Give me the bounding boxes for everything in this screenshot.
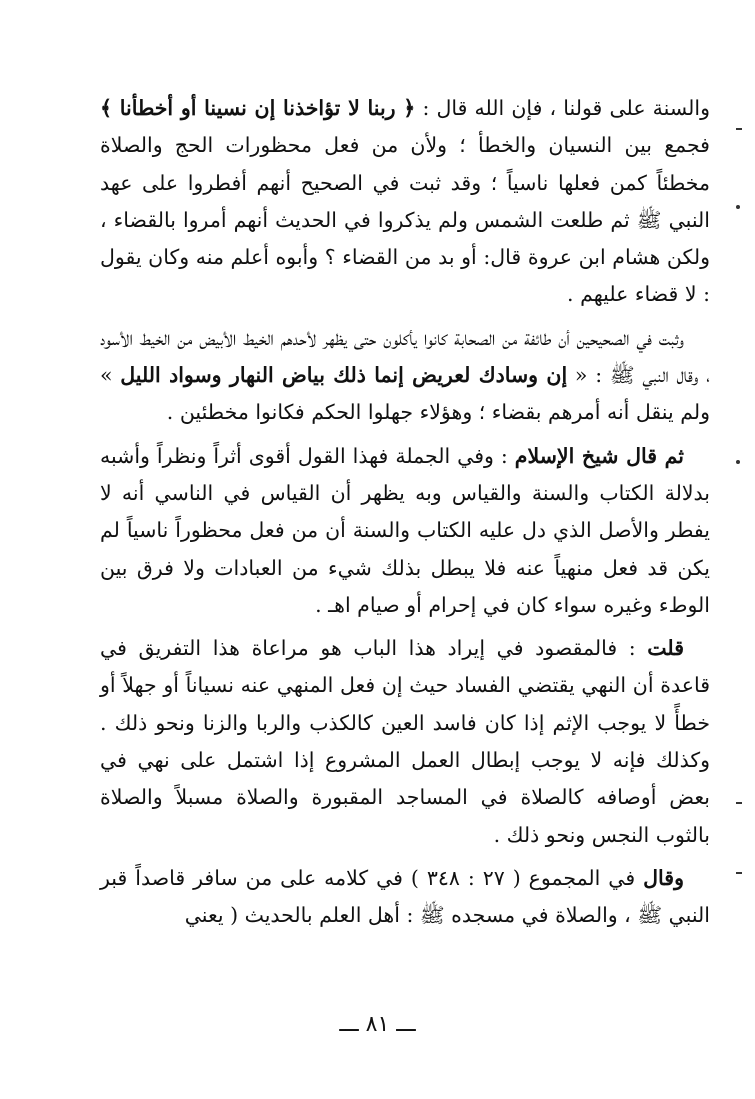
margin-mark bbox=[736, 205, 740, 209]
hadith-quote: إن وسادك لعريض إنما ذلك بياض النهار وسواد الليل bbox=[120, 363, 568, 388]
margin-mark bbox=[736, 128, 742, 130]
paragraph bbox=[100, 90, 710, 314]
paragraph-text: : وفي الجملة فهذا القول أقوى أثراً ونظراً وأشبه بدلالة الكتاب والسنة والقياس وبه يظهر أن القياس في الناسي أنه لا يفطر والأصل الذي دل عليه الكتاب والسنة أن من فعل محظوراً ناسياً لم يكن قد فعل منهياً عنه فلا يبطل بذلك شيء من العبادات ولا فرق بين الوطء وغيره سواء كان في إحرام أو صيام اهـ . bbox=[100, 443, 710, 617]
paragraph-text: والسنة على قولنا ، فإن الله قال : bbox=[415, 96, 710, 120]
margin-mark bbox=[736, 460, 740, 464]
paragraph-text: » ولم ينقل أنه أمرهم بقضاء ؛ وهؤلاء جهلوا الحكم فكانوا مخطئين . bbox=[100, 363, 710, 425]
section-lead: وقال bbox=[643, 865, 684, 890]
paragraph bbox=[100, 630, 710, 854]
section-lead: قلت bbox=[647, 636, 684, 661]
margin-mark bbox=[736, 872, 742, 874]
page-number: ـــ ٨١ ـــ bbox=[339, 1012, 416, 1037]
paragraph-text: : فالمقصود في إيراد هذا الباب هو مراعاة هذا التفريق في قاعدة أن النهي يقتضي الفساد حيث إن فعل المنهي عنه نسياناً أو جهلاً أو خطأً لا يوجب الإثم إذا كان فاسد العين كالكذب والربا والزنا ونحو ذلك . وكذلك فإنه لا يوجب إبطال العمل المشروع إذا اشتمل على نهي في بعض أوصافه كالصلاة في المساجد المقبورة والصلاة مسبلاً والصلاة بالثوب النجس ونحو ذلك . bbox=[100, 636, 710, 847]
paragraph bbox=[100, 860, 710, 935]
quran-verse: ﴿ ربنا لا تؤاخذنا إن نسينا أو أخطأنا ﴾ bbox=[100, 96, 416, 120]
paragraph-text: وثبت في الصحيحين أن طائفة من الصحابة كانوا يأكلون حتى يظهر لأحدهم الخيط الأبيض من الخيط الأسود ، وقال النبي ﷺ : « bbox=[100, 325, 711, 388]
paragraph bbox=[100, 320, 710, 432]
body-text bbox=[100, 90, 710, 941]
margin-mark bbox=[736, 802, 742, 804]
paragraph bbox=[100, 438, 710, 624]
paragraph-text: في المجموع ( ٢٧ : ٣٤٨ ) في كلامه على من سافر قاصداً قبر النبي ﷺ ، والصلاة في مسجده ﷺ : أهل العلم بالحديث ( يعني bbox=[100, 865, 710, 928]
section-lead: ثم قال شيخ الإسلام bbox=[514, 443, 684, 468]
paragraph-text: فجمع بين النسيان والخطأ ؛ ولأن من فعل محظورات الحج والصلاة مخطئاً كمن فعلها ناسياً ؛ وقد ثبت في الصحيح أنهم أفطروا على عهد النبي ﷺ ثم طلعت الشمس ولم يذكروا في الحديث أنهم أمروا بالقضاء ، ولكن هشام ابن عروة قال: أو بد من القضاء ؟ وأبوه أعلم منه وكان يقول : لا قضاء عليهم . bbox=[100, 133, 710, 307]
